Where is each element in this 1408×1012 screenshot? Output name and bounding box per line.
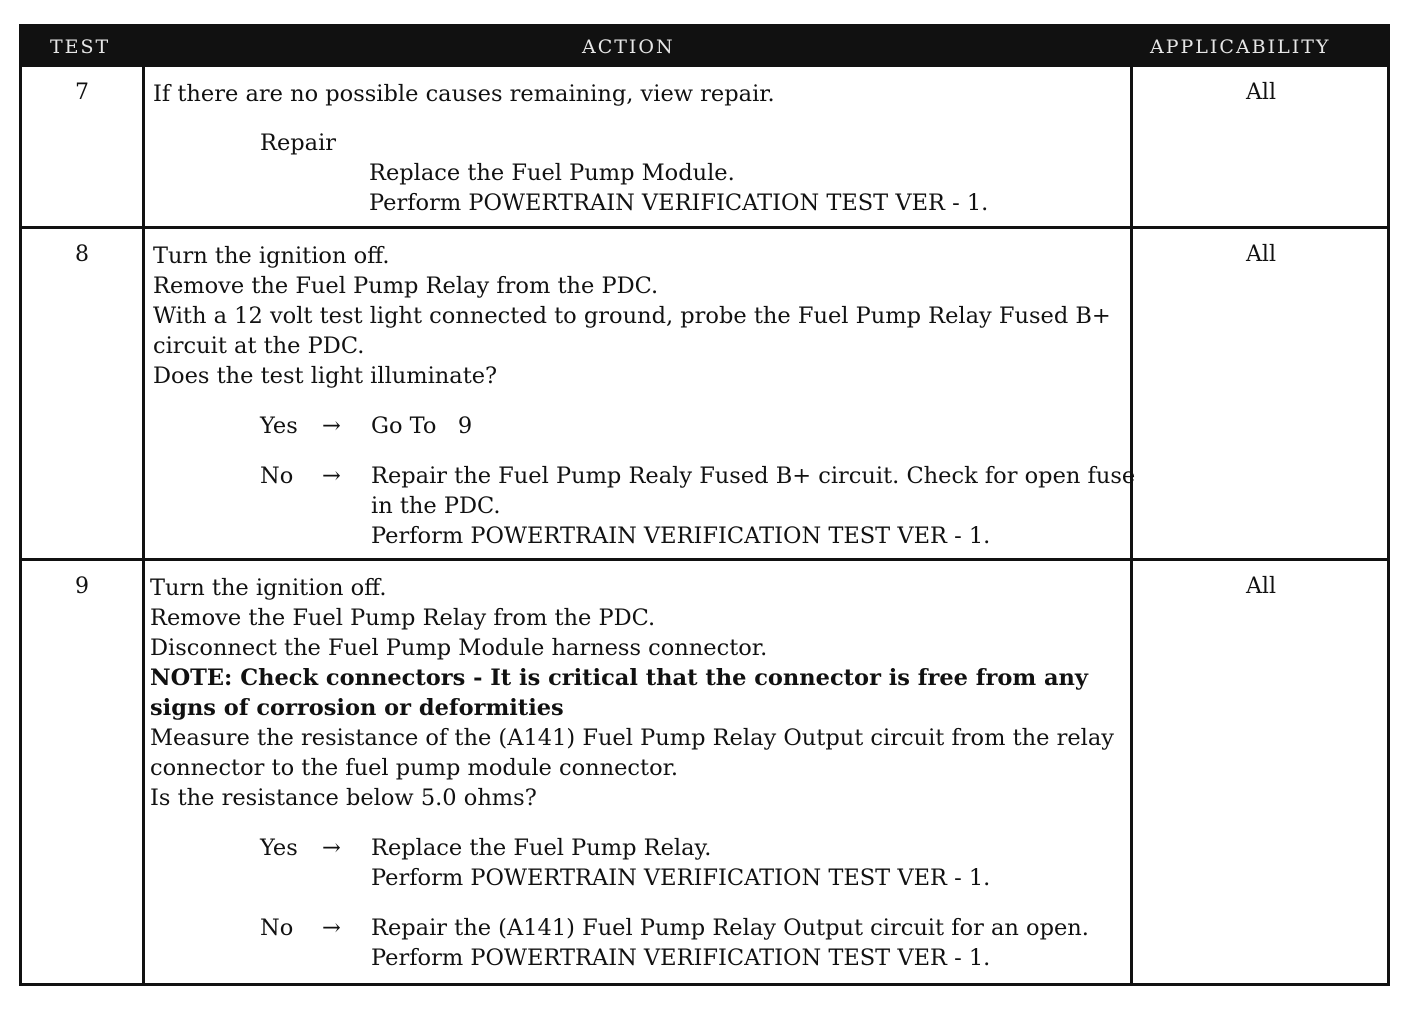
test-number: 9 (75, 574, 89, 599)
applicability: All (1246, 242, 1276, 267)
action-line: Remove the Fuel Pump Relay from the PDC. (153, 273, 659, 299)
column-divider (1130, 67, 1133, 983)
action-line: Does the test light illuminate? (153, 363, 498, 389)
note-line: NOTE: Check connectors - It is critical that the connector is free from any (150, 665, 1088, 691)
action-cell (153, 241, 1136, 551)
action-line: Measure the resistance of the (A141) Fuel Pump Relay Output circuit from the relay (150, 725, 1114, 751)
arrow-icon: → (322, 463, 341, 489)
test-number: 7 (75, 80, 89, 105)
no-result: in the PDC. (371, 493, 501, 519)
action-line: Remove the Fuel Pump Relay from the PDC. (150, 605, 656, 631)
action-cell (150, 573, 1125, 973)
diagnostic-table (19, 24, 1390, 986)
yes-branch (153, 833, 1128, 863)
no-label: No (260, 915, 294, 941)
row-divider (22, 558, 1387, 561)
no-label: No (260, 463, 294, 489)
repair-row (153, 128, 1128, 158)
no-result: Repair the Fuel Pump Realy Fused B+ circuit. Check for open fuse (371, 463, 1136, 489)
action-line: Disconnect the Fuel Pump Module harness connector. (150, 635, 768, 661)
yes-label: Yes (260, 835, 298, 861)
yes-result: Go To 9 (371, 413, 473, 439)
no-result: Perform POWERTRAIN VERIFICATION TEST VER - 1. (371, 523, 991, 549)
yes-result: Replace the Fuel Pump Relay. (371, 835, 712, 861)
no-branch (153, 913, 1128, 943)
arrow-icon: → (322, 835, 341, 861)
repair-line: Perform POWERTRAIN VERIFICATION TEST VER - 1. (369, 190, 989, 216)
yes-branch (153, 411, 1128, 441)
header-test: TEST (50, 36, 111, 58)
applicability: All (1246, 574, 1276, 599)
row-divider (22, 226, 1387, 229)
yes-label: Yes (260, 413, 298, 439)
no-result: Perform POWERTRAIN VERIFICATION TEST VER - 1. (371, 945, 991, 971)
test-number: 8 (75, 242, 89, 267)
action-line: Turn the ignition off. (150, 575, 387, 601)
repair-line: Replace the Fuel Pump Module. (369, 160, 735, 186)
table-header (22, 27, 1387, 67)
arrow-icon: → (322, 915, 341, 941)
no-branch (153, 461, 1136, 491)
action-line: Turn the ignition off. (153, 243, 390, 269)
action-line: If there are no possible causes remaining, view repair. (153, 81, 775, 107)
action-line: Is the resistance below 5.0 ohms? (150, 785, 537, 811)
action-cell (153, 79, 1128, 218)
applicability: All (1246, 80, 1276, 105)
repair-label: Repair (260, 130, 337, 156)
arrow-icon: → (322, 413, 341, 439)
yes-result: Perform POWERTRAIN VERIFICATION TEST VER - 1. (371, 865, 991, 891)
column-divider (142, 67, 145, 983)
action-line: With a 12 volt test light connected to ground, probe the Fuel Pump Relay Fused B+ (153, 303, 1111, 329)
note-line: signs of corrosion or deformities (150, 695, 564, 721)
header-action: ACTION (582, 36, 675, 58)
action-line: connector to the fuel pump module connector. (150, 755, 679, 781)
header-applicability: APPLICABILITY (1150, 36, 1331, 58)
no-result: Repair the (A141) Fuel Pump Relay Output circuit for an open. (371, 915, 1089, 941)
action-line: circuit at the PDC. (153, 333, 365, 359)
